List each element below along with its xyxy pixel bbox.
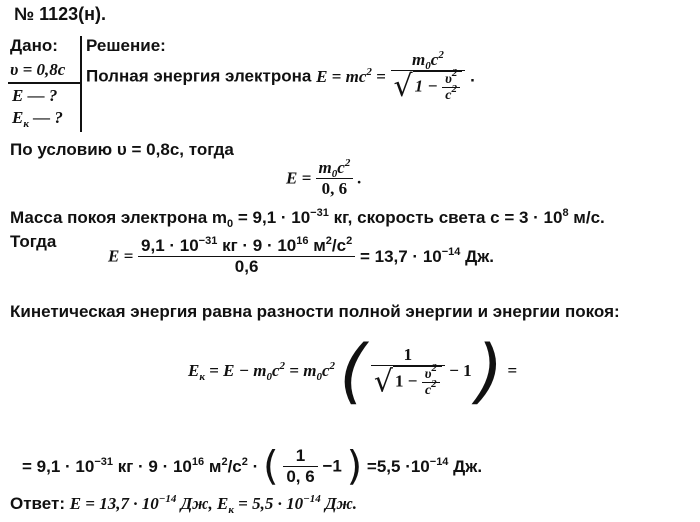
find-kinetic-energy: $E_к$ — ? <box>12 108 63 130</box>
find-energy: E — ? <box>12 86 58 105</box>
kinetic-energy-formula: $E_к = E - m_0c^2 = m_0c^2$ ( 1 √ 1 − $\frac{\upsilon^2}{c^2}$ − 1 ) = <box>188 330 518 412</box>
full-energy-text: Полная энергия электрона <box>86 66 312 86</box>
given-vertical-divider <box>80 36 82 132</box>
full-energy-fraction: $m_0c^2$ √ 1 − $\frac{\upsilon^2}{c^2}$ <box>391 50 466 103</box>
rest-mass-line: Масса покоя электрона $m_0 = 9,1 \cdot 10^{-31}$ кг, скорость света $c = 3 \cdot 10^8$ м/с. <box>10 207 605 230</box>
kinetic-energy-calculation: = $9,1 \cdot 10^{-31}$ кг · $9 \cdot 10^{16}$ $м^2/с^2$ · ( $\frac{1}{0, 6}$ −1 ) $=5,5 \cdot 10^{-14}$ Дж. <box>22 443 483 490</box>
then-label: Тогда <box>10 232 57 251</box>
given-divider <box>8 82 80 84</box>
given-header: Дано: <box>10 36 58 55</box>
condition-line: По условию υ = 0,8c, тогда <box>10 140 234 159</box>
solution-header: Решение: <box>86 36 166 55</box>
problem-number: № 1123(н). <box>14 4 106 24</box>
kinetic-energy-text: Кинетическая энергия равна разности полной энергии и энергии покоя: <box>10 302 620 321</box>
energy-calculation: E = $\frac{9,1 \cdot 10^{-31} кг \cdot 9 \cdot 10^{16} м^2/с^2}{0,6}$ = $13,7 \cdot 10^{-14}$ Дж. <box>108 235 495 276</box>
given-velocity: υ = 0,8c <box>10 60 66 79</box>
energy-simplified: E = $\frac{m_0c^2}{0, 6}$ . <box>286 157 362 198</box>
answer-line: Ответ: $E = 13,7 \cdot 10^{-14}$ Дж, $E_к = 5,5 \cdot 10^{-14}$ Дж. <box>10 493 358 516</box>
full-energy-line: Полная энергия электрона $E = mc^2$ = $m_0c^2$ √ 1 − $\frac{\upsilon^2}{c^2}$ . <box>86 49 475 104</box>
